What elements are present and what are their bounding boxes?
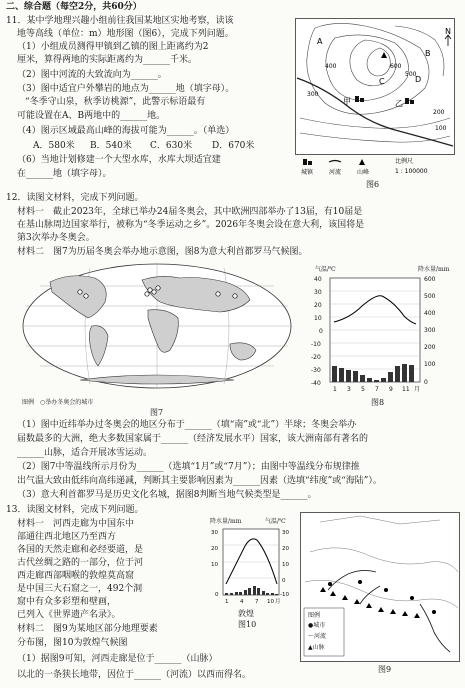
host-city-marker xyxy=(152,290,156,294)
svg-text:600: 600 xyxy=(424,276,436,283)
q11-line-3: （1）小组成员测得甲镇到乙镇的图上距离约为2 xyxy=(17,42,209,52)
north-label: N xyxy=(445,27,451,36)
svg-text:0: 0 xyxy=(319,328,323,335)
city-marker xyxy=(432,610,436,614)
svg-text:600: 600 xyxy=(390,63,402,70)
svg-text:300: 300 xyxy=(307,91,319,98)
svg-text:0: 0 xyxy=(215,592,219,598)
host-city-marker xyxy=(233,294,237,298)
q11-line-7: “冬季守山泉，秋季访桃源”，此警示标语最有 xyxy=(25,97,206,107)
svg-text:-30: -30 xyxy=(311,367,321,374)
legend-river-icon xyxy=(329,161,341,163)
svg-text:3: 3 xyxy=(347,386,351,393)
figure-7-legend: 图例 ○举办冬奥会的城市 xyxy=(22,399,94,406)
svg-text:0: 0 xyxy=(424,379,428,386)
svg-text:10: 10 xyxy=(314,315,322,322)
svg-text:300: 300 xyxy=(424,327,436,334)
fig10-place: 敦煌 xyxy=(238,609,254,618)
label-a: A xyxy=(317,37,323,46)
svg-text:10: 10 xyxy=(211,562,218,568)
figure-6-caption: 图6 xyxy=(366,180,380,189)
svg-text:-10: -10 xyxy=(280,592,289,598)
svg-text:500: 500 xyxy=(405,71,417,78)
label-yi: 乙 xyxy=(395,99,403,108)
label-c: C xyxy=(379,77,385,86)
q11-line-1: 11．某中学地理兴趣小组前往我国某地区实地考察，读该 xyxy=(6,16,234,26)
host-city-marker xyxy=(156,286,160,290)
svg-text:100: 100 xyxy=(424,361,436,368)
svg-text:河流: 河流 xyxy=(329,169,342,176)
svg-text:1 : 100000: 1 : 100000 xyxy=(395,168,428,175)
svg-text:100: 100 xyxy=(435,125,447,132)
q11-option-a: A．580米 xyxy=(33,141,75,151)
legend-peak-icon xyxy=(359,159,365,165)
svg-text:30: 30 xyxy=(211,530,218,536)
svg-text:-40: -40 xyxy=(311,380,321,387)
svg-text:图例: 图例 xyxy=(308,612,321,619)
svg-text:5: 5 xyxy=(361,386,365,393)
label-d: D xyxy=(415,75,422,84)
svg-text:200: 200 xyxy=(424,344,436,351)
host-city-marker xyxy=(145,292,149,296)
city-marker xyxy=(358,580,362,584)
svg-text:11: 11 xyxy=(402,386,410,393)
svg-text:比例尺: 比例尺 xyxy=(395,158,414,165)
host-city-marker xyxy=(78,290,82,294)
svg-text:200: 200 xyxy=(433,109,445,116)
figure-10-caption: 图10 xyxy=(238,620,257,629)
section-title: 二、综合题（每空2分，共60分） xyxy=(6,2,142,12)
svg-text:9: 9 xyxy=(389,386,393,393)
svg-text:城镇: 城镇 xyxy=(301,169,314,176)
q11-line-8: 可能设置在A、B两地中的______地。 xyxy=(17,111,166,121)
figure-7-caption: 图7 xyxy=(150,408,164,417)
svg-text:10: 10 xyxy=(267,599,274,605)
figure-9-caption: 图9 xyxy=(378,665,392,674)
svg-text:～河流: ～河流 xyxy=(308,633,327,640)
svg-text:0: 0 xyxy=(282,578,286,584)
svg-text:-10: -10 xyxy=(311,341,321,348)
legend-town-icon xyxy=(303,159,307,165)
contour-map xyxy=(295,18,455,178)
svg-text:20: 20 xyxy=(282,546,289,552)
city-marker xyxy=(328,582,332,586)
fig8-right-unit: 降水量/mm xyxy=(418,266,450,273)
hexi-corridor-map xyxy=(300,512,460,662)
q11-line-5: （2）图中河流的大致流向为______。 xyxy=(17,70,167,80)
svg-text:月: 月 xyxy=(275,599,281,605)
town-yi-icon xyxy=(405,98,409,104)
town-jia-icon xyxy=(355,96,359,102)
svg-text:30: 30 xyxy=(282,530,289,536)
svg-text:▲山脉: ▲山脉 xyxy=(308,644,325,651)
q11-line-10: （6）当地计划修建一个大型水库，水库大坝适宜建 xyxy=(17,155,221,165)
svg-text:1: 1 xyxy=(333,386,337,393)
climate-chart-rome xyxy=(300,274,462,396)
svg-text:500: 500 xyxy=(424,293,436,300)
q11-line-2: 地等高线（单位：m）地形图（图6），完成下列问题。 xyxy=(17,29,234,39)
svg-text:10: 10 xyxy=(282,562,289,568)
label-jia: 甲 xyxy=(343,97,351,106)
svg-text:山峰: 山峰 xyxy=(357,169,370,176)
q11-line-4: 厘米，算得两地的实际距离约为______千米。 xyxy=(17,55,198,65)
q11-line-11: 在______地（填字母）。 xyxy=(17,169,112,179)
city-marker xyxy=(384,588,388,592)
svg-text:●城市: ●城市 xyxy=(308,622,326,629)
world-map xyxy=(20,262,295,397)
svg-text:400: 400 xyxy=(325,63,337,70)
svg-text:1: 1 xyxy=(225,599,229,605)
svg-text:40: 40 xyxy=(314,276,322,283)
q11-line-6: （3）图中适宜户外攀岩的地点为______地（填字母）。 xyxy=(17,84,235,94)
svg-text:20: 20 xyxy=(314,302,322,309)
fig8-left-unit: 气温/℃ xyxy=(315,266,336,273)
svg-text:30: 30 xyxy=(314,289,322,296)
svg-text:4: 4 xyxy=(240,599,244,605)
q11-line-9: （4）图示区域最高山峰的海拔可能为______。（单选） xyxy=(17,126,235,136)
q11-option-d: D．670米 xyxy=(212,141,255,151)
q11-option-b: B．540米 xyxy=(90,141,132,151)
climate-chart-dunhuang xyxy=(205,526,297,608)
label-b: B xyxy=(425,49,431,58)
svg-text:400: 400 xyxy=(424,310,436,317)
host-city-marker xyxy=(216,292,220,296)
q11-option-c: C．630米 xyxy=(150,141,193,151)
city-marker xyxy=(410,596,414,600)
svg-text:-20: -20 xyxy=(311,354,321,361)
host-city-marker xyxy=(84,294,88,298)
svg-text:7: 7 xyxy=(375,386,379,393)
figure-8-caption: 图8 xyxy=(371,398,385,407)
svg-text:7: 7 xyxy=(255,599,259,605)
svg-text:20: 20 xyxy=(211,546,218,552)
svg-text:月: 月 xyxy=(414,386,421,393)
